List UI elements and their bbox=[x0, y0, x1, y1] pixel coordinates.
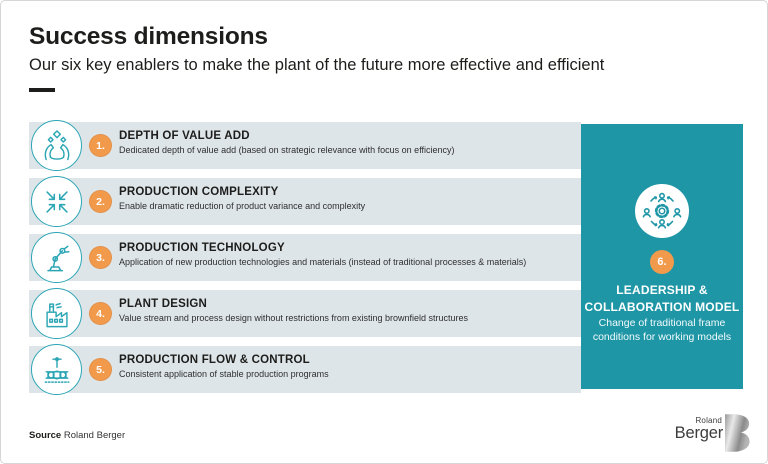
valve-icon bbox=[31, 344, 82, 395]
logo-b-glyph bbox=[725, 413, 750, 453]
logo-roland-text: Roland bbox=[695, 416, 722, 425]
row-description: Consistent application of stable production programs bbox=[119, 369, 329, 379]
panel-title: LEADERSHIP & COLLABORATION MODEL bbox=[584, 283, 740, 314]
row-title: PLANT DESIGN bbox=[119, 298, 208, 310]
row-description: Dedicated depth of value add (based on strategic relevance with focus on efficiency) bbox=[119, 145, 455, 155]
panel-number-badge: 6. bbox=[650, 250, 674, 274]
factory-icon bbox=[31, 288, 82, 339]
hands-sparkle-icon bbox=[31, 120, 82, 171]
row-number-badge: 3. bbox=[89, 246, 112, 269]
enabler-row-production-technology bbox=[29, 234, 581, 281]
title-dash bbox=[29, 88, 55, 92]
roland-berger-logo bbox=[672, 413, 750, 455]
enabler-row-plant-design bbox=[29, 290, 581, 337]
source-label: Source bbox=[29, 430, 62, 441]
enabler-row-depth-of-value-add bbox=[29, 122, 581, 169]
converging-arrows-icon bbox=[31, 176, 82, 227]
robot-arm-icon bbox=[31, 232, 82, 283]
row-title: PRODUCTION FLOW & CONTROL bbox=[119, 354, 310, 366]
source-value: Roland Berger bbox=[63, 430, 126, 441]
page-subtitle: Our six key enablers to make the plant of the future more effective and efficient bbox=[29, 56, 605, 74]
enabler-row-production-flow-control bbox=[29, 346, 581, 393]
row-number-badge: 5. bbox=[89, 358, 112, 381]
row-number-badge: 4. bbox=[89, 302, 112, 325]
row-title: DEPTH OF VALUE ADD bbox=[119, 130, 250, 142]
row-number-badge: 2. bbox=[89, 190, 112, 213]
row-number-badge: 1. bbox=[89, 134, 112, 157]
page-title: Success dimensions bbox=[29, 23, 268, 50]
enabler-row-production-complexity bbox=[29, 178, 581, 225]
logo-berger-text: Berger bbox=[674, 424, 723, 442]
source-note bbox=[29, 430, 125, 441]
row-title: PRODUCTION TECHNOLOGY bbox=[119, 242, 285, 254]
panel-description: Change of traditional frame conditions for working models bbox=[592, 317, 732, 344]
collaboration-gear-icon bbox=[635, 184, 689, 238]
row-title: PRODUCTION COMPLEXITY bbox=[119, 186, 279, 198]
row-description: Enable dramatic reduction of product variance and complexity bbox=[119, 201, 366, 211]
row-description: Application of new production technologies and materials (instead of traditional processes & materials) bbox=[119, 257, 527, 267]
row-description: Value stream and process design without restrictions from existing brownfield structures bbox=[119, 313, 468, 323]
leadership-panel bbox=[581, 124, 743, 389]
